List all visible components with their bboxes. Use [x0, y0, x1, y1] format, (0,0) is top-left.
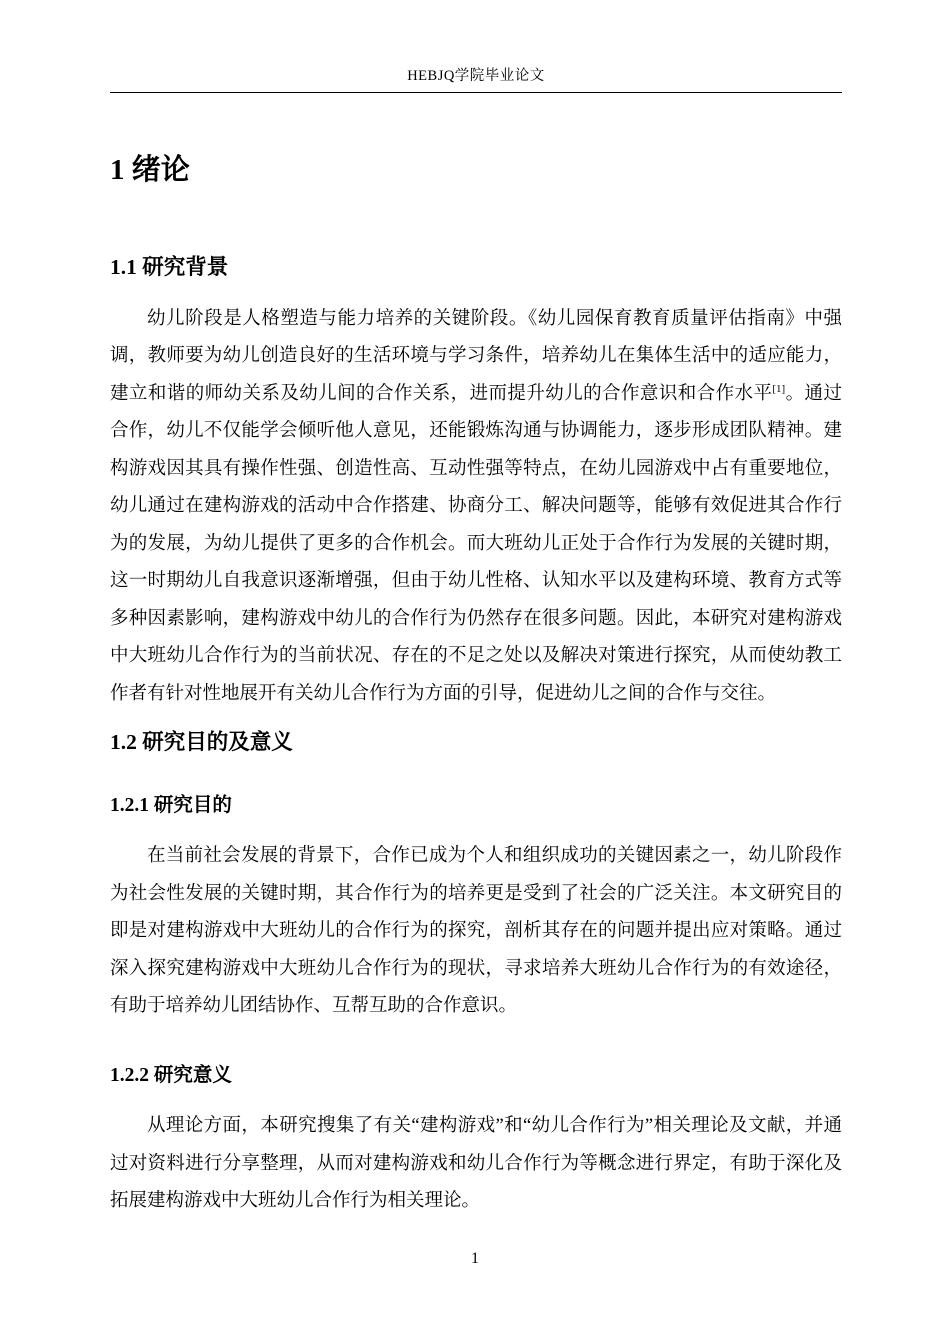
paragraph-research-purpose: 在当前社会发展的背景下，合作已成为个人和组织成功的关键因素之一，幼儿阶段作为社会性发展的关键时期，其合作行为的培养更是受到了社会的广泛关注。本文研究目的即是对建构游戏中大班幼儿的合作行为的探究，剖析其存在的问题并提出应对策略。通过深入探究建构游戏中大班幼儿合作行为的现状，寻求培养大班幼儿合作行为的有效途径，有助于培养幼儿团结协作、互帮互助的合作意识。 [110, 846, 842, 1017]
citation-ref-1: [1] [772, 382, 786, 395]
page-footer [0, 1250, 950, 1268]
header-title: HEBJQ学院毕业论文 [407, 68, 545, 84]
chapter-title: 1 绪论 [110, 154, 190, 186]
paragraph-research-background [110, 301, 842, 714]
section-title-1-1: 1.1 研究背景 [110, 254, 229, 279]
paragraph-research-significance: 从理论方面，本研究搜集了有关“建构游戏”和“幼儿合作行为”相关理论及文献，并通过对资料进行分享整理，从而对建构游戏和幼儿合作行为等概念进行界定，有助于深化及拓展建构游戏中大班幼儿合作行为相关理论。 [110, 1116, 842, 1212]
page-number: 1 [471, 1250, 479, 1267]
subsection-title-1-2-2: 1.2.2 研究意义 [110, 1064, 232, 1086]
paragraph-text-after-citation: 。通过合作，幼儿不仅能学会倾听他人意见，还能锻炼沟通与协调能力，逐步形成团队精神。建构游戏因其具有操作性强、创造性高、互动性强等特点，在幼儿园游戏中占有重要地位，幼儿通过在建构游戏的活动中合作搭建、协商分工、解决问题等，能够有效促进其合作行为的发展，为幼儿提供了更多的合作机会。而大班幼儿正处于合作行为发展的关键时期，这一时期幼儿自我意识逐渐增强，但由于幼儿性格、认知水平以及建构环境、教育方式等多种因素影响，建构游戏中幼儿的合作行为仍然存在很多问题。因此，本研究对建构游戏中大班幼儿合作行为的当前状况、存在的不足之处以及解决对策进行探究，从而使幼教工作者有针对性地展开有关幼儿合作行为方面的引导，促进幼儿之间的合作与交往。 [110, 383, 842, 704]
section-title-1-2: 1.2 研究目的及意义 [110, 730, 293, 755]
page-header [110, 64, 842, 93]
paragraph-text-before-citation: 幼儿阶段是人格塑造与能力培养的关键阶段。《幼儿园保育教育质量评估指南》中强调，教师要为幼儿创造良好的生活环境与学习条件，培养幼儿在集体生活中的适应能力，建立和谐的师幼关系及幼儿间的合作关系，进而提升幼儿的合作意识和合作水平 [110, 308, 842, 404]
subsection-title-1-2-1: 1.2.1 研究目的 [110, 795, 232, 817]
